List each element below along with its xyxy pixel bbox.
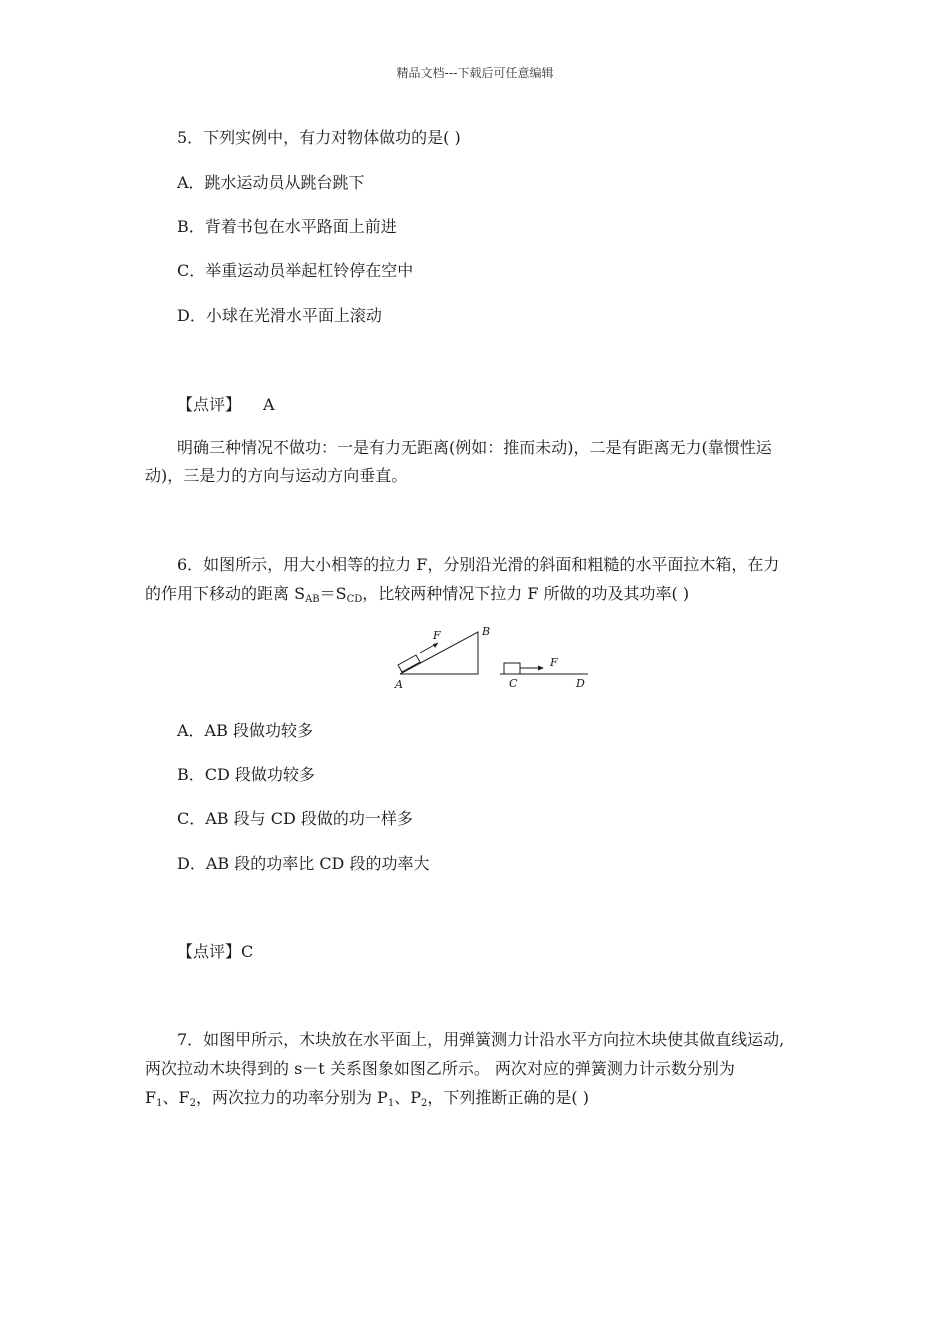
label-f-incline: F (433, 629, 441, 642)
review-label: 【点评】 (177, 395, 242, 414)
q6-option-c: C．AB 段与 CD 段做的功一样多 (177, 809, 413, 828)
q5-explanation-line-2: 动)，三是力的方向与运动方向垂直。 (145, 466, 408, 485)
q6-option-b: B．CD 段做功较多 (177, 765, 315, 784)
label-f-plane: F (550, 656, 558, 669)
subscript-cd: CD (346, 594, 363, 605)
sub-1: 1 (156, 1098, 163, 1109)
q5-option-b: B．背着书包在水平路面上前进 (177, 217, 397, 236)
text-f: F (145, 1088, 157, 1107)
q6-review: 【点评】C (177, 942, 254, 961)
text-p2: 、P (394, 1088, 421, 1107)
q5-explanation-line-1: 明确三种情况不做功：一是有力无距离(例如：推而未动)，二是有距离无力(靠惯性运 (177, 438, 772, 457)
question-7-stem-line-1: 7．如图甲所示，木块放在水平面上，用弹簧测力计沿水平方向拉木块使其做直线运动, (177, 1030, 785, 1049)
q5-option-c: C．举重运动员举起杠铃停在空中 (177, 261, 414, 280)
stem-text: 的作用下移动的距离 S (145, 584, 306, 603)
question-7-stem-line-3 (145, 1087, 589, 1115)
question-6-stem-line-2 (145, 583, 689, 611)
q6-option-a: A．AB 段做功较多 (177, 721, 313, 740)
subscript-ab: AB (305, 594, 320, 605)
sub-2: 2 (189, 1098, 196, 1109)
review-answer: A (263, 395, 275, 414)
label-b: B (482, 625, 491, 638)
text-f2: 、F (162, 1088, 190, 1107)
label-c: C (509, 677, 518, 690)
q5-option-d: D．小球在光滑水平面上滚动 (177, 306, 382, 325)
incline-and-plane-figure (392, 624, 592, 694)
sub-p2: 2 (420, 1098, 428, 1109)
question-6-stem-line-1: 6．如图所示，用大小相等的拉力 F，分别沿光滑的斜面和粗糙的水平面拉木箱，在力 (177, 555, 780, 574)
label-d: D (576, 677, 585, 690)
question-7-stem-line-2: 两次拉动木块得到的 s－t 关系图象如图乙所示。 两次对应的弹簧测力计示数分别为 (145, 1059, 735, 1078)
stem-eq: ＝S (319, 584, 347, 603)
stem-text-end: ，比较两种情况下拉力 F 所做的功及其功率( ) (362, 584, 690, 603)
text-end: ，下列推断正确的是( ) (427, 1088, 589, 1107)
question-5-stem: 5．下列实例中，有力对物体做功的是( ) (177, 128, 461, 147)
q6-option-d: D．AB 段的功率比 CD 段的功率大 (177, 854, 430, 873)
q5-option-a: A．跳水运动员从跳台跳下 (177, 173, 365, 192)
page-header: 精品文档---下载后可任意编辑 (396, 66, 554, 80)
sub-p1: 1 (387, 1098, 395, 1109)
q5-review (177, 394, 275, 416)
label-a: A (395, 678, 403, 691)
text-p: ，两次拉力的功率分别为 P (195, 1088, 388, 1107)
